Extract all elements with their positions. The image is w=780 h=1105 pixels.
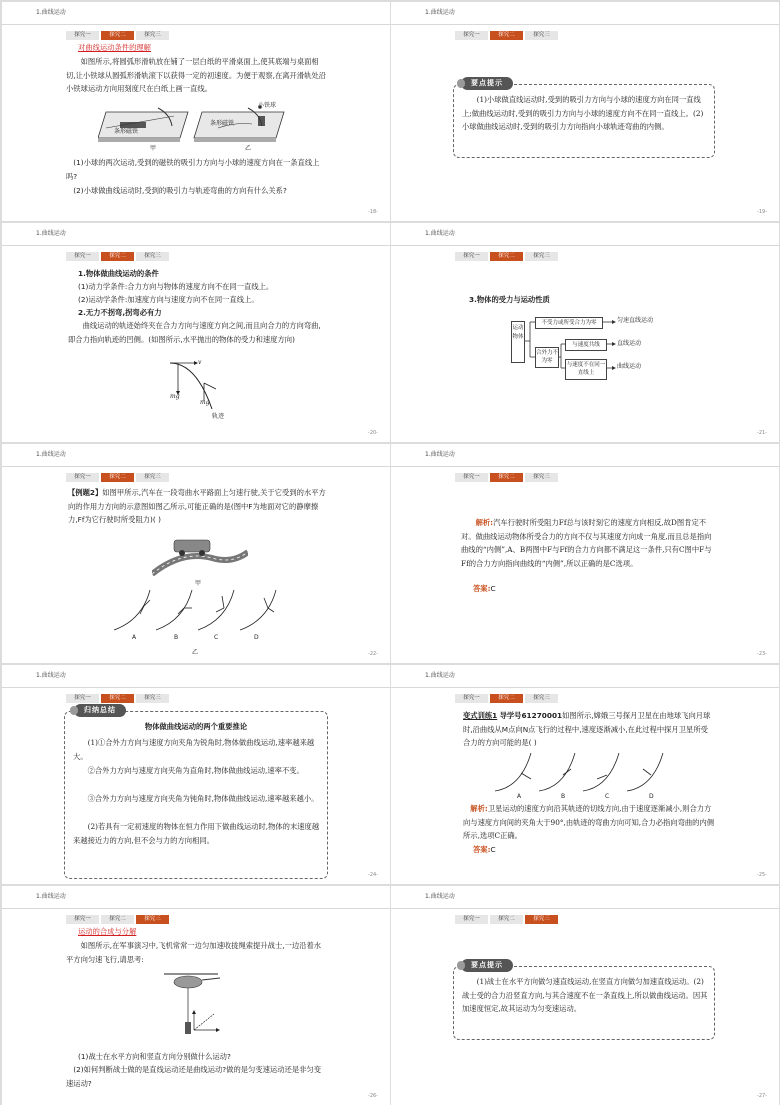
header-title: 1.曲线运动	[425, 672, 455, 679]
summary-badge: 归纳总结	[74, 704, 126, 717]
node-no-force: 不受力或所受合力为零	[535, 317, 603, 329]
tab-explore-3[interactable]: 探究三	[136, 31, 169, 40]
analysis-body: 汽车行驶时所受阻力Ff总与该时刻它的速度方向相反,故D图肯定不对。做曲线运动物体所受合力的方向不仅与其速度方向成一角度,而且总是指向曲线的“内侧”,A、B两图中F与Ff的合力方向都不满足这一条件,只有C图中F与Ff的合力方向指向曲线的“内侧”,所以正确的是C选项。	[461, 518, 712, 568]
tab-bar	[66, 694, 171, 703]
tab-explore-2[interactable]: 探究二	[101, 473, 134, 482]
slide-header	[2, 2, 390, 25]
tab-explore-2[interactable]: 探究二	[490, 694, 523, 703]
tab-explore-2[interactable]: 探究二	[101, 694, 134, 703]
slide-22	[2, 444, 390, 663]
page-number: -19-	[757, 209, 767, 215]
intro-text: 如图所示,在军事演习中,飞机常常一边匀加速收拢绳索提升战士,一边沿着水平方向匀速飞行,请思考:	[66, 941, 322, 964]
car-road-figure	[152, 536, 248, 576]
key-points-badge: 要点提示	[461, 959, 513, 972]
summary-point-4: (2)若具有一定初速度的物体在恒力作用下做曲线运动时,物体的末速度越来越接近力的方向,但不会与力的方向相同。	[73, 822, 320, 845]
result-uniform-linear: 匀速直线运动	[617, 317, 654, 324]
label-trajectory: 轨迹	[212, 413, 225, 420]
slide-header	[391, 886, 779, 909]
tab-bar	[455, 915, 560, 924]
page-number: -22-	[368, 651, 378, 657]
tab-bar	[455, 473, 560, 482]
header-title: 1.曲线运动	[36, 230, 66, 237]
summary-point-3: ③合外力方向与速度方向夹角为钝角时,物体做曲线运动,速率越来越小。	[87, 794, 319, 803]
key-points-box	[453, 84, 715, 158]
label-yi: 乙	[245, 145, 252, 152]
slide-26	[2, 886, 390, 1105]
option-d-label[interactable]: D	[254, 634, 259, 641]
question-2: (2)如何判断战士做的是直线运动还是曲线运动?做的是匀变速运动还是非匀变速运动?	[66, 1065, 322, 1088]
tab-bar	[455, 31, 560, 40]
answer-line	[473, 582, 496, 596]
tab-explore-3[interactable]: 探究三	[525, 473, 558, 482]
tab-explore-1[interactable]: 探究一	[455, 694, 488, 703]
option-c-label[interactable]: C	[214, 634, 219, 641]
section-title: 运动的合成与分解	[78, 927, 137, 936]
tab-bar	[66, 31, 171, 40]
tab-explore-2[interactable]: 探究二	[490, 473, 523, 482]
tab-explore-2[interactable]: 探究二	[490, 31, 523, 40]
page-number: -27-	[757, 1093, 767, 1099]
slide-header	[391, 665, 779, 688]
tab-explore-2[interactable]: 探究二	[490, 252, 523, 261]
header-title: 1.曲线运动	[425, 451, 455, 458]
page-number: -20-	[368, 430, 378, 436]
summary-point-2: ②合外力方向与速度方向夹角为直角时,物体做曲线运动,速率不变。	[87, 766, 304, 775]
trajectory-text: 曲线运动的轨迹始终夹在合力方向与速度方向之间,而且向合力的方向弯曲,即合力指向轨迹的凹侧。(如图所示,水平抛出的物体的受力和速度方向)	[68, 321, 321, 344]
analysis-body: 卫星运动的速度方向沿其轨迹的切线方向,由于速度逐渐减小,则合力方向与速度方向间的夹角大于90°,由轨迹的弯曲方向可知,合力必指向弯曲的内侧所示,选项C正确。	[463, 804, 715, 841]
tab-explore-3[interactable]: 探究三	[136, 473, 169, 482]
analysis-text	[461, 516, 713, 570]
node-nonzero-force: 合外力不为零	[535, 347, 559, 368]
label-iron-ball: 小铁球	[258, 102, 277, 109]
slide-header	[2, 223, 390, 246]
node-moving-object: 运动物体	[511, 321, 525, 363]
tab-bar	[66, 252, 171, 261]
tab-explore-3[interactable]: 探究三	[525, 31, 558, 40]
tab-explore-1[interactable]: 探究一	[66, 473, 99, 482]
label-mg-2: mg	[200, 399, 210, 406]
condition-1: (1)动力学条件:合力方向与物体的速度方向不在同一直线上。	[78, 282, 274, 291]
tab-explore-1[interactable]: 探究一	[66, 694, 99, 703]
slide-20	[2, 223, 390, 442]
analysis-label: 解析:	[470, 804, 488, 813]
label-jia: 甲	[150, 145, 157, 152]
answer-value: C	[490, 845, 496, 854]
tab-explore-1[interactable]: 探究一	[66, 915, 99, 924]
tab-bar	[66, 915, 171, 924]
condition-2: (2)运动学条件:加速度方向与速度方向不在同一直线上。	[78, 295, 259, 304]
tab-explore-3[interactable]: 探究三	[136, 694, 169, 703]
header-title: 1.曲线运动	[425, 893, 455, 900]
slide-27	[391, 886, 779, 1105]
tab-explore-3[interactable]: 探究三	[525, 252, 558, 261]
tab-bar	[66, 473, 171, 482]
helicopter-figure	[158, 970, 238, 1050]
question-1: (1)战士在水平方向和竖直方向分别做什么运动?	[78, 1052, 231, 1061]
diagram-title: 3.物体的受力与运动性质	[469, 295, 550, 304]
tab-explore-1[interactable]: 探究一	[66, 252, 99, 261]
page-number: -25-	[757, 872, 767, 878]
key-points-text: (1)小球做直线运动时,受到的吸引力方向与小球的速度方向在同一直线上;做曲线运动时,受到的吸引力方向与小球的速度方向不在同一直线上。(2)小球做曲线运动时,受到的吸引力方向指向小球轨迹弯曲的内侧。	[462, 95, 704, 132]
header-title: 1.曲线运动	[36, 451, 66, 458]
slide-18	[2, 2, 390, 221]
tab-explore-1[interactable]: 探究一	[455, 252, 488, 261]
satellite-options-figure	[491, 749, 667, 793]
summary-box	[64, 711, 328, 879]
intro-text: 如图所示,将圆弧形滑轨放在铺了一层白纸的平滑桌面上,使其底端与桌面相切,让小铁球从圆弧形滑轨滚下以获得一定的初速度。为便于观察,在离开滑轨处沿小铁球运动方向用刻度尺在白纸上画一直线。	[66, 57, 327, 94]
tab-explore-2[interactable]: 探究二	[490, 915, 523, 924]
tab-bar	[455, 694, 560, 703]
question-2: (2)小球做曲线运动时,受到的吸引力与轨迹弯曲的方向有什么关系?	[73, 186, 287, 195]
label-figure-yi: 乙	[192, 649, 199, 656]
option-a-label[interactable]: A	[132, 634, 137, 641]
analysis-label: 解析:	[475, 518, 494, 527]
answer-label: 答案:	[473, 845, 491, 854]
slide-header	[2, 886, 390, 909]
tab-explore-3[interactable]: 探究三	[525, 915, 558, 924]
option-a-label[interactable]: A	[517, 793, 522, 800]
result-linear: 直线运动	[617, 340, 642, 347]
tab-explore-3[interactable]: 探究三	[525, 694, 558, 703]
page-number: -24-	[368, 872, 378, 878]
tab-explore-2[interactable]: 探究二	[101, 31, 134, 40]
variant-body: 如图所示,嫦娥三号探月卫星在由地球飞向月球时,沿曲线从M点向N点飞行的过程中,速度逐渐减小,在此过程中探月卫星所受合力的方向可能的是( )	[463, 711, 711, 748]
tab-explore-1[interactable]: 探究一	[66, 31, 99, 40]
tab-explore-2[interactable]: 探究二	[101, 915, 134, 924]
example-label: 【例题2】	[68, 488, 103, 497]
slide-25	[391, 665, 779, 884]
header-title: 1.曲线运动	[425, 9, 455, 16]
question-1: (1)小球的两次运动,受到的磁铁的吸引力方向与小球的速度方向在一条直线上吗?	[66, 158, 320, 181]
tab-explore-1[interactable]: 探究一	[455, 915, 488, 924]
key-points-badge: 要点提示	[461, 77, 513, 90]
summary-point-1: (1)①合外力方向与速度方向夹角为锐角时,物体做曲线运动,速率越来越大。	[73, 738, 315, 761]
page-number: -21-	[757, 430, 767, 436]
answer-value: C	[490, 584, 496, 593]
header-title: 1.曲线运动	[36, 672, 66, 679]
slide-header	[2, 665, 390, 688]
page-number: -26-	[368, 1093, 378, 1099]
variant-label: 变式训练1	[463, 711, 498, 720]
force-options-figure	[112, 586, 282, 632]
slide-header	[391, 444, 779, 467]
tab-explore-3[interactable]: 探究三	[136, 915, 169, 924]
label-figure-jia: 甲	[195, 580, 202, 587]
summary-title: 物体做曲线运动的两个重要推论	[144, 722, 248, 731]
page-number: -23-	[757, 651, 767, 657]
option-c-label[interactable]: C	[605, 793, 610, 800]
header-title: 1.曲线运动	[36, 893, 66, 900]
option-b-label[interactable]: B	[561, 793, 566, 800]
slide-19	[391, 2, 779, 221]
header-title: 1.曲线运动	[425, 230, 455, 237]
answer-label: 答案:	[473, 584, 491, 593]
slide-21	[391, 223, 779, 442]
label-magnet-1: 条形磁铁	[114, 128, 139, 135]
node-not-collinear: 与速度不在同一直线上	[565, 359, 607, 380]
variant-analysis	[463, 802, 715, 843]
tab-explore-2[interactable]: 探究二	[101, 252, 134, 261]
slide-23	[391, 444, 779, 663]
variant-training-text	[463, 709, 715, 750]
tab-explore-1[interactable]: 探究一	[455, 31, 488, 40]
flow-connectors	[391, 223, 779, 442]
slide-header	[2, 444, 390, 467]
label-v: v	[198, 359, 202, 366]
key-points-text: (1)战士在水平方向做匀速直线运动,在竖直方向做匀加速直线运动。(2)战士受的合力沿竖直方向,与其合速度不在一条直线上,所以做曲线运动。因其加速度恒定,故其运动为匀变速运动。	[462, 977, 708, 1014]
tab-explore-1[interactable]: 探究一	[455, 473, 488, 482]
option-d-label[interactable]: D	[649, 793, 654, 800]
node-collinear: 与速度共线	[565, 339, 607, 351]
option-b-label[interactable]: B	[174, 634, 179, 641]
header-title: 1.曲线运动	[36, 9, 66, 16]
label-magnet-2: 条形磁铁	[210, 120, 235, 127]
heading-2: 2.无力不拐弯,拐弯必有力	[78, 308, 162, 317]
answer-line	[473, 843, 496, 857]
page-number: -18-	[368, 209, 378, 215]
heading-1: 1.物体做曲线运动的条件	[78, 269, 159, 278]
guide-code: 导学号61270001	[499, 711, 563, 720]
key-points-box	[453, 966, 715, 1040]
section-title: 对曲线运动条件的理解	[78, 43, 151, 52]
label-mg-1: mg	[170, 393, 180, 400]
example-body: 如图甲所示,汽车在一段弯曲水平路面上匀速行驶,关于它受到的水平方向的作用力方向的示意图如图乙所示,可能正确的是(图中F为地面对它的静摩擦力,Ff为它行驶时所受阻力)( )	[68, 488, 326, 525]
result-curvilinear: 曲线运动	[617, 363, 642, 370]
example-2-text	[68, 486, 326, 527]
slide-24	[2, 665, 390, 884]
slide-header	[391, 2, 779, 25]
tab-explore-3[interactable]: 探究三	[136, 252, 169, 261]
